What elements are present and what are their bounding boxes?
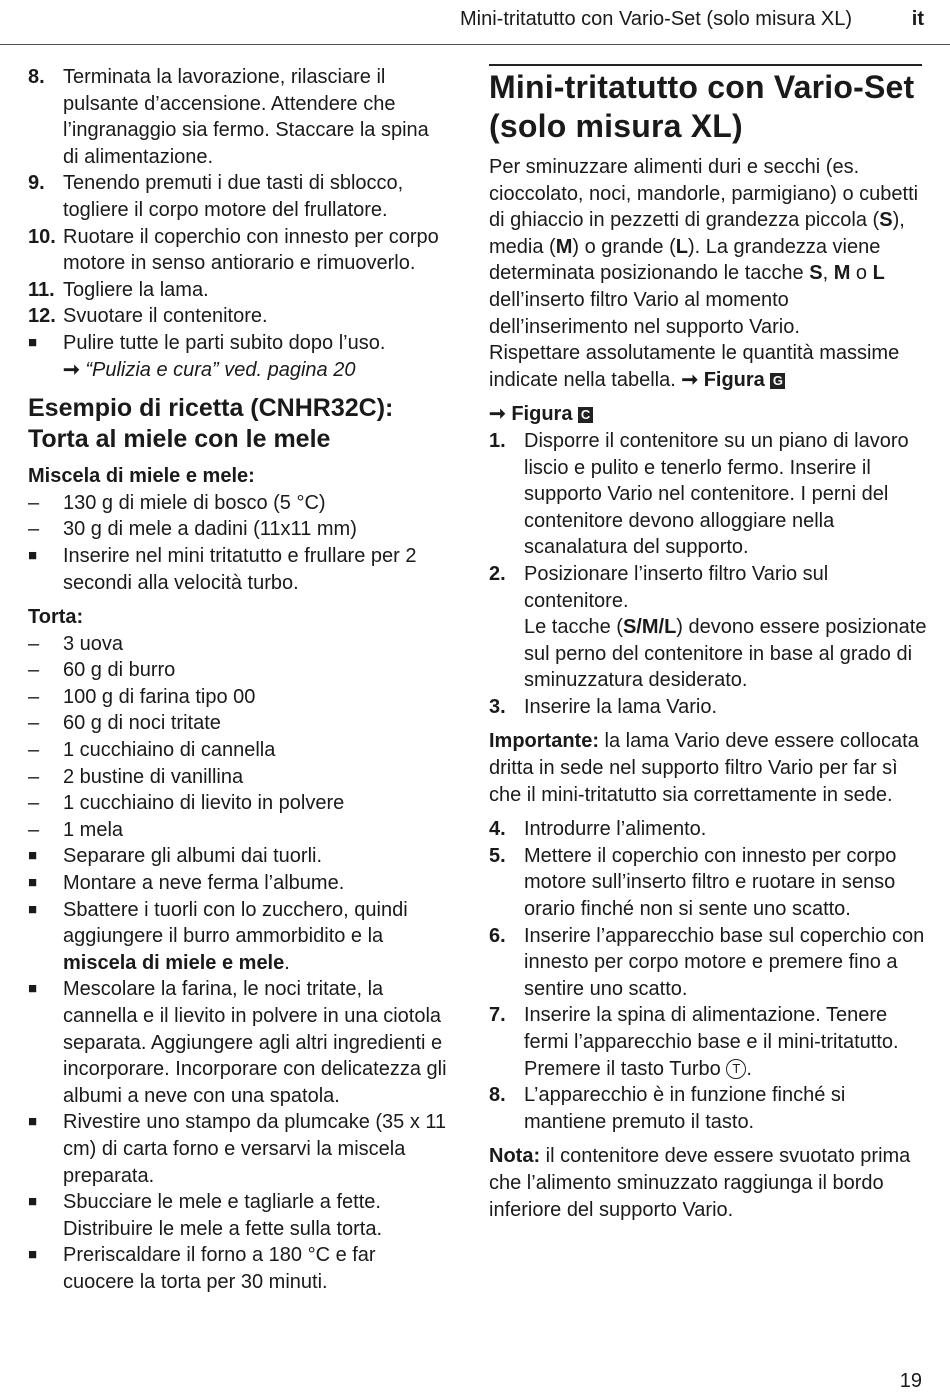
cake-step: ■ Sbucciare le mele e tagliarle a fette. Distribuire le mele a fette sulla torta.: [28, 1189, 448, 1242]
step-12: 12. Svuotare il contenitore.: [28, 305, 268, 328]
recipe-heading: Esempio di ricetta (CNHR32C): Torta al miele con le mele: [28, 394, 394, 454]
right-column: [489, 64, 929, 1223]
header-title: Mini-tritatutto con Vario-Set (solo misura XL): [460, 8, 852, 30]
turbo-button-icon: T: [726, 1059, 746, 1079]
header-rule: [0, 44, 950, 45]
arrow-icon: ➞: [681, 368, 699, 391]
figure-ref-c[interactable]: ➞ Figura C: [489, 401, 929, 428]
important-note: Importante: la lama Vario deve essere collocata dritta in sede nel supporto filtro Vario per far sì che il mini-tritatutto sia correttamente in sede.: [489, 730, 919, 806]
list-item: – 1 cucchiaino di lievito in polvere: [28, 792, 345, 815]
step-2: 2. Posizionare l’inserto filtro Vario sul contenitore. Le tacche (S/M/L) devono essere posizionate sul perno del contenitore in base al grado di sminuzzatura desiderato.: [489, 562, 927, 692]
page-number: 19: [899, 1370, 922, 1392]
cake-step: ■ Montare a neve ferma l’albume.: [28, 870, 448, 897]
step-8-right: 8. L’apparecchio è in funzione finché si mantiene premuto il tasto.: [489, 1084, 846, 1133]
intro-paragraph: Per sminuzzare alimenti duri e secchi (es. cioccolato, noci, mandorle, parmigiano) o cubetti di ghiaccio in pezzetti di grandezza piccola (S), media (M) o grande (L). La grandezza viene determinata posizionando le tacche S, M o L dell’inserto filtro Vario al momento dell’inserimento nel supporto Vario.: [489, 156, 919, 338]
nota-note: Nota: il contenitore deve essere svuotato prima che l’alimento sminuzzato raggiunga il bordo inferiore del supporto Vario.: [489, 1145, 911, 1221]
mix-heading: Miscela di miele e mele:: [28, 465, 255, 488]
list-item: – 100 g di farina tipo 00: [28, 685, 256, 708]
square-bullet-icon: ■: [28, 847, 38, 865]
left-column: [28, 64, 448, 1296]
list-item: – 2 bustine di vanillina: [28, 765, 244, 788]
mix-step: ■ Inserire nel mini tritatutto e frullare per 2 secondi alla velocità turbo.: [28, 543, 448, 596]
cake-step: ■ Sbattere i tuorli con lo zucchero, quindi aggiungere il burro ammorbidito e la miscela di miele e mele.: [28, 897, 448, 977]
step-9: 9. Tenendo premuti i due tasti di sblocco, togliere il corpo motore del frullatore.: [28, 172, 404, 221]
arrow-icon: ➞: [489, 403, 506, 426]
cake-step: ■ Separare gli albumi dai tuorli.: [28, 843, 448, 870]
step-3: 3. Inserire la lama Vario.: [489, 695, 718, 718]
list-item: – 3 uova: [28, 632, 124, 655]
figure-g-badge: G: [770, 373, 785, 389]
list-item: – 130 g di miele di bosco (5 °C): [28, 491, 326, 514]
square-bullet-icon: ■: [28, 1246, 38, 1264]
quantity-note: Rispettare assolutamente le quantità massime indicate nella tabella. ➞ Figura G: [489, 342, 900, 391]
square-bullet-icon: ■: [28, 546, 38, 564]
square-bullet-icon: ■: [28, 900, 38, 918]
cake-step: ■ Rivestire uno stampo da plumcake (35 x 11 cm) di carta forno e versarvi la miscela preparata.: [28, 1109, 448, 1189]
list-item: – 1 mela: [28, 818, 124, 841]
square-bullet-icon: ■: [28, 874, 38, 892]
square-bullet-icon: ■: [28, 1193, 38, 1211]
step-6: 6. Inserire l’apparecchio base sul coperchio con innesto per corpo motore e premere fino a sentire uno scatto.: [489, 924, 925, 1000]
list-item: – 1 cucchiaino di cannella: [28, 739, 276, 762]
step-4: 4. Introdurre l’alimento.: [489, 818, 707, 841]
square-bullet-icon: ■: [28, 1113, 38, 1131]
list-item: – 60 g di burro: [28, 659, 176, 682]
page-header: [0, 8, 950, 38]
square-bullet-icon: ■: [28, 333, 38, 351]
step-11: 11. Togliere la lama.: [28, 278, 209, 301]
cake-heading: Torta:: [28, 606, 84, 629]
step-1: 1. Disporre il contenitore su un piano di lavoro liscio e pulito e tenerlo fermo. Inserire il supporto Vario nel contenitore. I perni del contenitore devono alloggiare nella scanalatura del supporto.: [489, 429, 909, 559]
title-rule: [489, 64, 922, 66]
figure-c-badge: C: [578, 407, 593, 423]
list-item: – 30 g di mele a dadini (11x11 mm): [28, 518, 357, 541]
square-bullet-icon: ■: [28, 980, 38, 998]
cake-step: ■ Mescolare la farina, le noci tritate, la cannella e il lievito in polvere in una ciotola separata. Aggiungere agli altri ingredienti e incorporare. Incorporare con delicatezza gli albumi a neve con una spatola.: [28, 976, 448, 1109]
step-10: 10. Ruotare il coperchio con innesto per corpo motore in senso antiorario e rimuoverlo.: [28, 225, 439, 275]
section-title: Mini-tritatutto con Vario-Set (solo misura XL): [489, 69, 915, 144]
clean-bullet: ■ Pulire tutte le parti subito dopo l’uso. ➞ “Pulizia e cura” ved. pagina 20: [28, 330, 448, 383]
list-item: – 60 g di noci tritate: [28, 712, 221, 735]
figure-ref-g[interactable]: Figura G: [704, 369, 786, 391]
cross-reference-link[interactable]: “Pulizia e cura” ved. pagina 20: [85, 358, 356, 381]
step-8: 8. Terminata la lavorazione, rilasciare il pulsante d’accensione. Attendere che l’ingranaggio sia fermo. Staccare la spina di alimentazione.: [28, 66, 429, 168]
language-code: it: [911, 8, 924, 30]
cake-step: ■ Preriscaldare il forno a 180 °C e far cuocere la torta per 30 minuti.: [28, 1242, 448, 1295]
arrow-icon: ➞: [63, 358, 80, 381]
step-5: 5. Mettere il coperchio con innesto per corpo motore sull’inserto filtro e ruotare in senso orario finché non si sente uno scatto.: [489, 844, 897, 921]
step-7: 7. Inserire la spina di alimentazione. Tenere fermi l’apparecchio base e il mini-tritatutto. Premere il tasto Turbo T .: [489, 1004, 899, 1080]
